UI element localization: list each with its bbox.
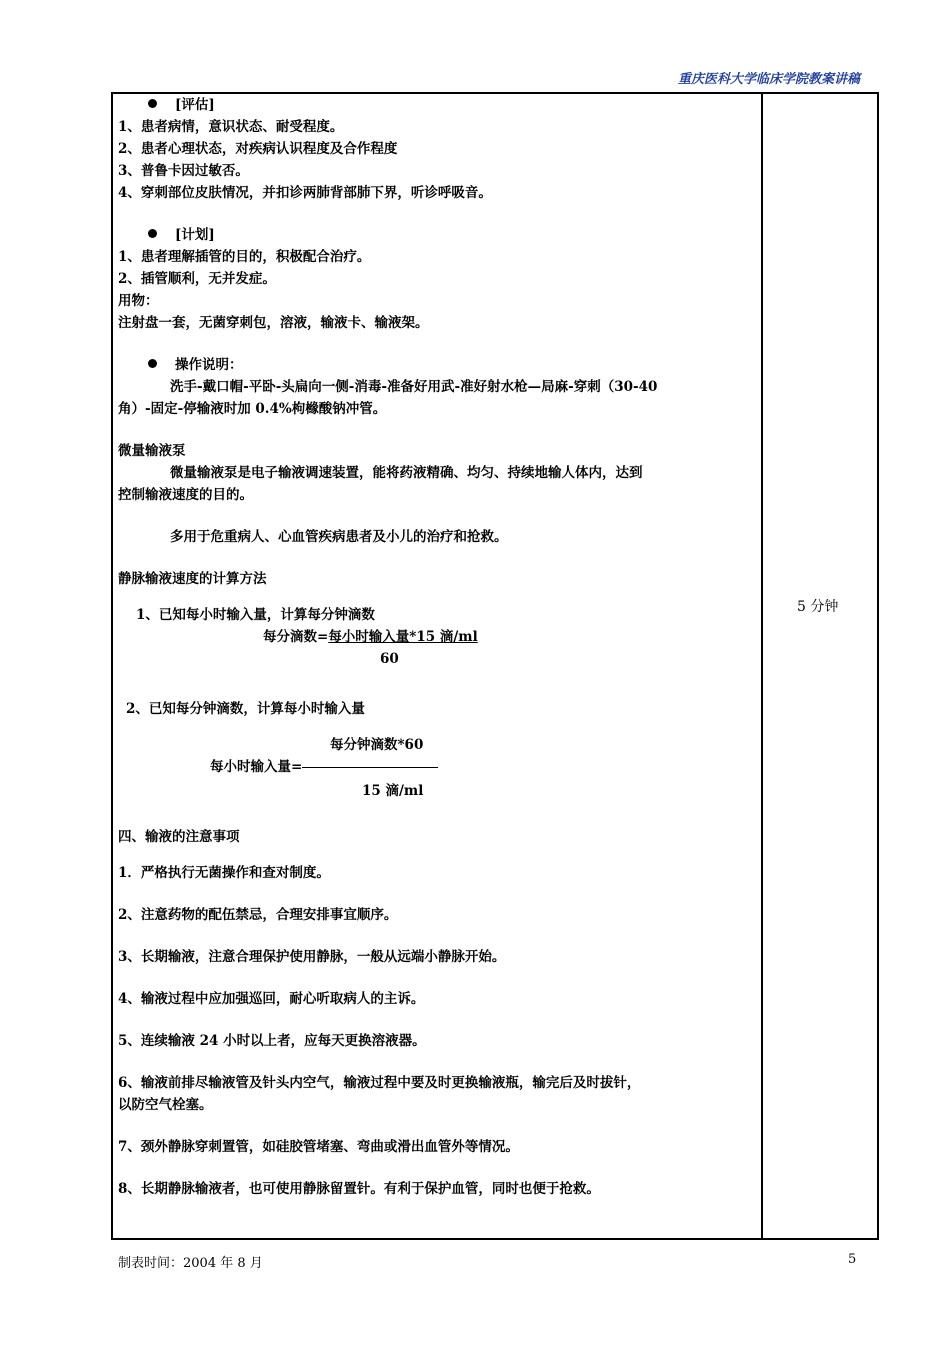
time-allocation: 5 分钟: [797, 599, 839, 615]
formula-denominator: 60: [380, 651, 399, 667]
formula-1: [118, 626, 758, 698]
page-number: 5: [848, 1252, 857, 1267]
assess-item: 1、患者病情，意识状态、耐受程度。: [118, 119, 344, 135]
page-header: 重庆医科大学临床学院教案讲稿: [677, 72, 860, 87]
footer-date: 制表时间：2004 年 8 月: [118, 1256, 263, 1271]
bullet-icon: [148, 359, 157, 368]
formula-denominator: 15 滴/ml: [362, 783, 424, 799]
column-divider: [761, 94, 763, 1238]
formula-lhs: 每分滴数=: [263, 629, 329, 645]
bullet-icon: [148, 99, 157, 108]
plan-item: 1、患者理解插管的目的，积极配合治疗。: [118, 249, 371, 265]
formula-numerator: 每分钟滴数*60: [330, 737, 424, 753]
plan-item: 2、插管顺利，无并发症。: [118, 271, 276, 287]
plan-item: 注射盘一套，无菌穿刺包，溶液，输液卡、输液架。: [118, 315, 429, 331]
plan-title: [计划]: [175, 227, 215, 243]
ops-title: 操作说明：: [175, 357, 243, 373]
note-item: 4、输液过程中应加强巡回，耐心听取病人的主诉。: [118, 991, 425, 1007]
bullet-icon: [148, 229, 157, 238]
assess-item: 4、穿刺部位皮肤情况，并扣诊两肺背部肺下界，听诊呼吸音。: [118, 185, 492, 201]
calc-method-2: 2、已知每分钟滴数，计算每小时输入量: [126, 701, 365, 717]
pump-text: 微量输液泵是电子输液调速装置，能将药液精确、均匀、持续地输人体内，达到: [170, 465, 643, 481]
formula-numerator: 每小时输入量*15 滴/ml: [328, 629, 478, 645]
lesson-content: [118, 94, 758, 1200]
plan-heading: [118, 224, 758, 246]
assess-heading: [118, 94, 758, 116]
assess-title: [评估]: [175, 97, 215, 113]
note-item: 以防空气栓塞。: [118, 1097, 213, 1113]
note-item: 7、颈外静脉穿刺置管，如硅胶管堵塞、弯曲或滑出血管外等情况。: [118, 1139, 519, 1155]
pump-text: 控制输液速度的目的。: [118, 487, 253, 503]
ops-line: 角）-固定-停输液时加 0.4%枸橼酸钠冲管。: [118, 401, 387, 417]
note-item: 2、注意药物的配伍禁忌，合理安排事宜顺序。: [118, 907, 398, 923]
note-item: 3、长期输液，注意合理保护使用静脉，一般从远端小静脉开始。: [118, 949, 506, 965]
pump-text: 多用于危重病人、心血管疾病患者及小儿的治疗和抢救。: [170, 529, 508, 545]
ops-line: 洗手-戴口帽-平卧-头扁向一侧-消毒-准备好用武-准好射水枪—局麻-穿刺（30-40: [170, 379, 658, 395]
formula-2: [118, 734, 758, 806]
ops-heading: [118, 354, 758, 376]
note-item: 1．严格执行无菌操作和查对制度。: [118, 865, 330, 881]
note-item: 8、长期静脉输液者，也可使用静脉留置针。有利于保护血管，同时也便于抢救。: [118, 1181, 600, 1197]
assess-item: 2、患者心理状态，对疾病认识程度及合作程度: [118, 141, 398, 157]
fraction-bar: [302, 767, 438, 768]
formula-lhs: 每小时输入量=: [210, 759, 303, 775]
assess-item: 3、普鲁卡因过敏否。: [118, 163, 249, 179]
note-item: 6、输液前排尽输液管及针头内空气，输液过程中要及时更换输液瓶，输完后及时拔针，: [118, 1075, 641, 1091]
calc-title: 静脉输液速度的计算方法: [118, 571, 267, 587]
note-item: 5、连续输液 24 小时以上者，应每天更换溶液器。: [118, 1033, 426, 1049]
notes-title: 四、输液的注意事项: [118, 829, 240, 845]
plan-item: 用物：: [118, 293, 159, 309]
pump-title: 微量输液泵: [118, 443, 186, 459]
calc-method-1: 1、已知每小时输入量，计算每分钟滴数: [136, 607, 375, 623]
